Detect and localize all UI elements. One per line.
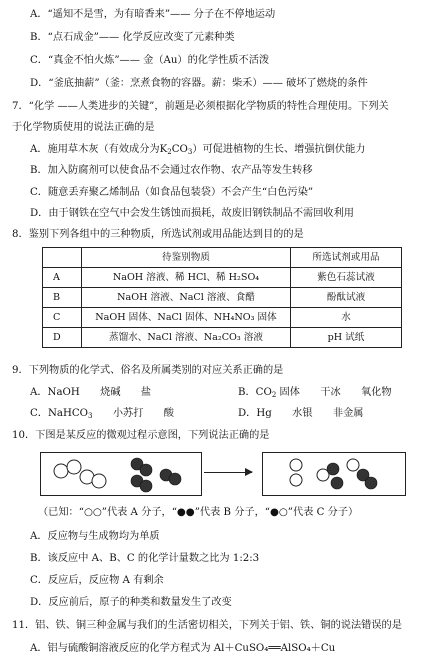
reactants-box [40,452,202,496]
header-items: 待鉴别物质 [82,248,291,268]
table-row: A NaOH 溶液、稀 HCl、稀 H₂SO₄ 紫色石蕊试液 [43,268,402,288]
q10-stem: 10．下图是某反应的微观过程示意图，下列说法正确的是 [12,430,270,441]
q8-stem: 8．鉴别下列各组中的三种物质，所选试剂或用品能达到目的的是 [12,229,304,240]
q7-stem-line1: 7．“化学 ——人类进步的关键”，前题是必须根据化学物质的特性合理使用。下列关 [12,101,389,112]
q9-option-b: B．$CO_2$ 固体 干冰 氧化物 [238,387,392,399]
q6-option-c: C．“真金不怕火炼”—— 金（Au）的化学性质不活泼 [30,55,270,66]
q9-option-c: C．NaHCO$_3$ 小苏打 酸 [30,408,174,420]
q9-option-a: A．NaOH 烧碱 盐 [30,387,152,398]
q8-table [42,247,402,348]
q10-legend: （已知：“○○”代表 A 分子，“●●”代表 B 分子，“●○”代表 C 分子） [38,507,359,518]
q7-option-b: B．加入防腐剂可以使食品不会通过农作物、农产品等发生转移 [30,165,313,176]
q7-option-a: A．施用草木灰（有效成分为$K_2CO_3$）可促进植物的生长、增强抗倒伏能力 [30,144,366,156]
products-box [262,452,406,496]
q10-option-a: A．反应物与生成物均为单质 [30,531,160,542]
q10-option-d: D．反应前后，原子的种类和数量发生了改变 [30,597,232,608]
product-molecules-icon [263,453,405,495]
table-row: C NaOH 固体、NaCl 固体、NH₄NO₃ 固体 水 [43,308,402,328]
q6-option-a: A．“遥知不是雪，为有暗香来”—— 分子在不停地运动 [30,9,276,20]
q11-stem: 11．铝、铁、铜三种金属与我们的生活密切相关，下列关于铝、铁、铜的说法错误的是 [12,620,402,631]
table-row: B NaOH 溶液、NaCl 溶液、食醋 酚酞试液 [43,288,402,308]
header-reagent: 所选试剂或用品 [291,248,402,268]
q6-option-b: B．“点石成金”—— 化学反应改变了元素种类 [30,32,235,43]
q10-option-b: B．该反应中 A、B、C 的化学计量数之比为 1:2:3 [30,553,260,564]
q10-option-c: C．反应后，反应物 A 有剩余 [30,575,164,586]
reactant-molecules-icon [41,453,201,495]
table-header-row [43,248,402,268]
table-row: D 蒸馏水、NaCl 溶液、Na₂CO₃ 溶液 pH 试纸 [43,328,402,348]
q6-option-d: D．“釜底抽薪”（釜：烹煮食物的容器。薪：柴禾）—— 破坏了燃烧的条件 [30,78,368,89]
q11-option-a: A．铝与硫酸铜溶液反应的化学方程式为 Al＋CuSO₄══AlSO₄＋Cu [30,643,336,654]
q7-option-d: D．由于钢铁在空气中会发生锈蚀而损耗，故废旧钢铁制品不需回收利用 [30,208,354,219]
reaction-arrow [204,472,252,473]
q7-stem-line2: 于化学物质使用的说法正确的是 [12,122,155,133]
q9-stem: 9．下列物质的化学式、俗名及所属类别的对应关系正确的是 [12,365,284,376]
q9-option-d: D．Hg 水银 非金属 [238,408,364,419]
q7-option-c: C．随意丢弃聚乙烯制品（如食品包装袋）不会产生“白色污染” [30,187,314,198]
